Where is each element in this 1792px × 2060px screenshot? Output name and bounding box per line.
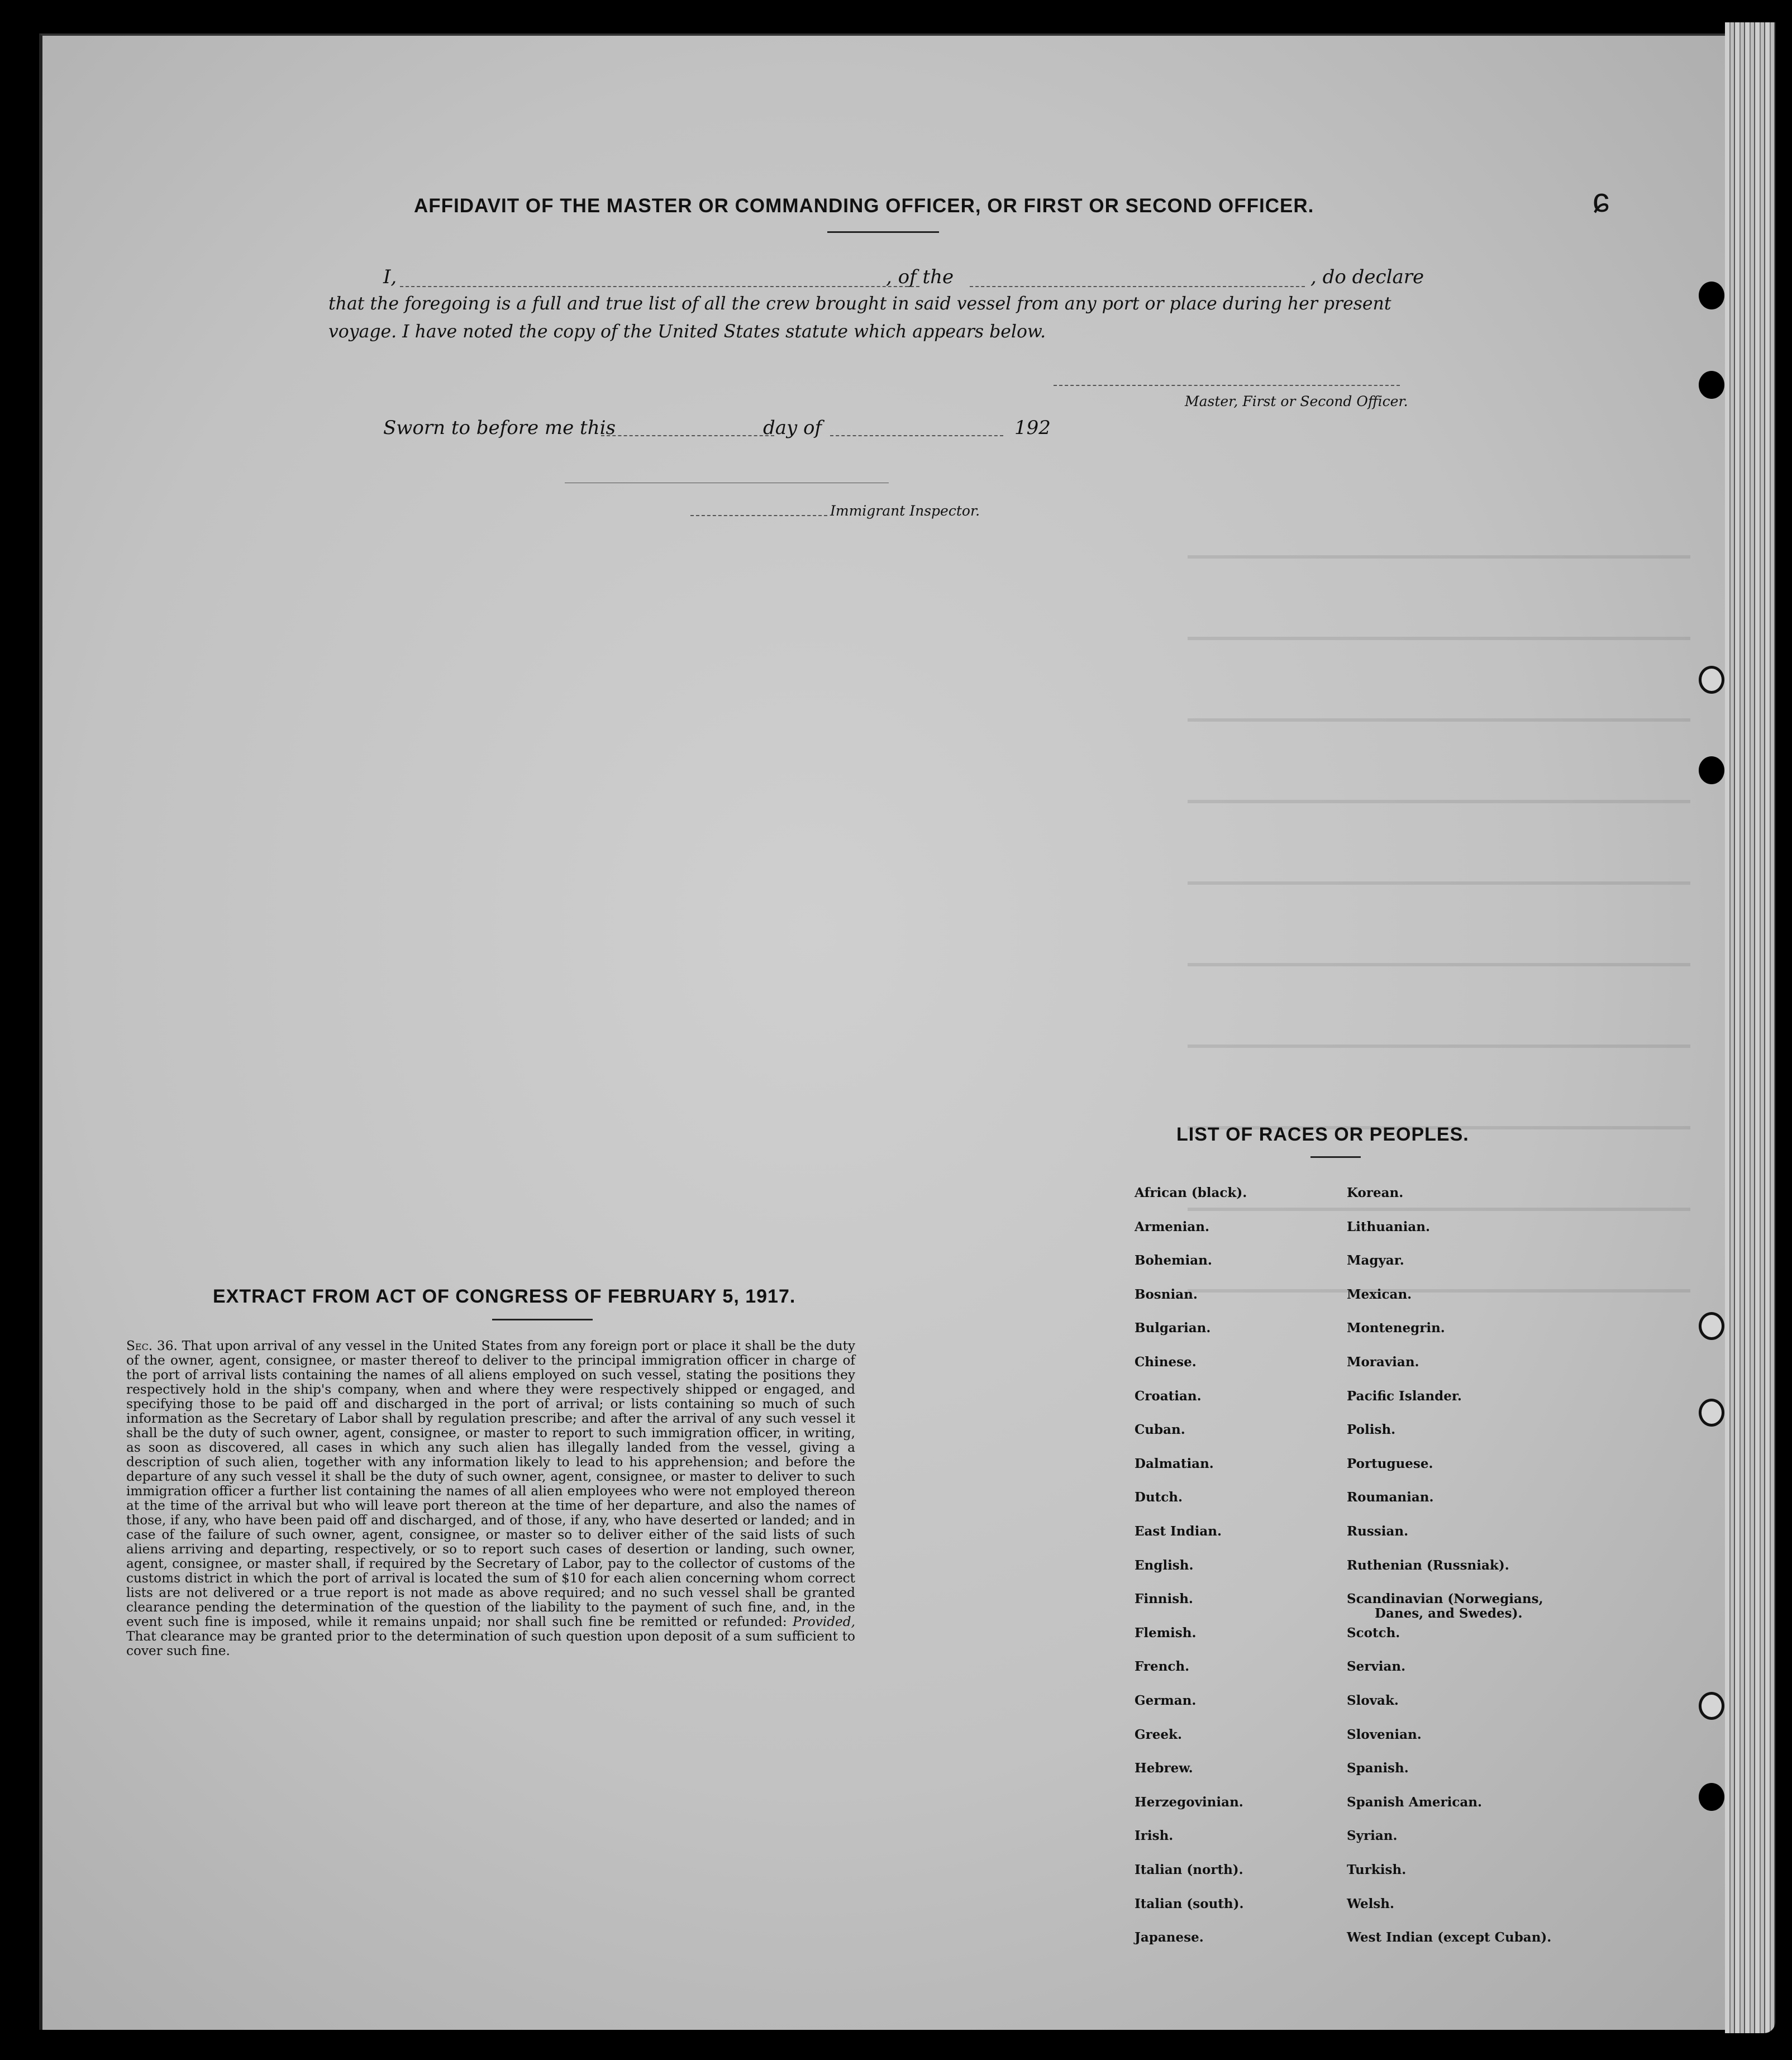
race-item: African (black). <box>1135 1185 1247 1200</box>
race-item: Lithuanian. <box>1347 1219 1430 1234</box>
race-item: Finnish. <box>1135 1591 1193 1607</box>
race-item: Hebrew. <box>1135 1761 1193 1776</box>
binder-hole <box>1699 756 1724 784</box>
provided-label: Provided, <box>793 1614 855 1629</box>
race-item: Bosnian. <box>1135 1286 1198 1302</box>
page-edge-stack <box>1725 22 1775 2033</box>
race-item: Flemish. <box>1135 1625 1197 1641</box>
race-item: Herzegovinian. <box>1135 1794 1243 1810</box>
binder-hole <box>1699 666 1724 694</box>
race-item: Servian. <box>1347 1659 1406 1675</box>
race-item: West Indian (except Cuban). <box>1347 1930 1552 1945</box>
extract-heading-rule <box>492 1319 593 1320</box>
extract-heading: EXTRACT FROM ACT OF CONGRESS OF FEBRUARY 5, 1917. <box>213 1286 796 1307</box>
master-name-field[interactable] <box>400 286 919 287</box>
race-item: Roumanian. <box>1347 1490 1434 1505</box>
race-item: French. <box>1135 1659 1190 1675</box>
affidavit-heading: AFFIDAVIT OF THE MASTER OR COMMANDING OFFICER, OR FIRST OR SECOND OFFICER. <box>414 195 1314 217</box>
race-item: Japanese. <box>1135 1930 1204 1945</box>
race-item: Scotch. <box>1347 1625 1400 1641</box>
race-item: Bulgarian. <box>1135 1320 1211 1336</box>
race-item: Montenegrin. <box>1347 1320 1445 1336</box>
affidavit-i-label: I, <box>383 266 397 288</box>
race-item: Spanish. <box>1347 1761 1409 1776</box>
race-item: Russian. <box>1347 1524 1409 1539</box>
race-item: Dutch. <box>1135 1490 1183 1505</box>
binder-hole <box>1699 282 1724 309</box>
binder-hole <box>1699 1783 1724 1811</box>
race-item: Portuguese. <box>1347 1456 1433 1471</box>
binder-hole <box>1699 1312 1724 1340</box>
races-heading: LIST OF RACES OR PEOPLES. <box>1176 1124 1469 1145</box>
race-item: Magyar. <box>1347 1253 1404 1269</box>
race-item: Slovenian. <box>1347 1727 1422 1742</box>
race-item: Polish. <box>1347 1422 1396 1438</box>
race-item: Italian (south). <box>1135 1896 1244 1911</box>
inspector-caption: Immigrant Inspector. <box>830 503 980 519</box>
race-item: Mexican. <box>1347 1286 1412 1302</box>
race-item: Irish. <box>1135 1828 1174 1844</box>
sworn-month-field[interactable] <box>830 435 1003 436</box>
pencil-mark: ɕ <box>1593 182 1609 219</box>
race-item: English. <box>1135 1557 1194 1573</box>
race-item: Italian (north). <box>1135 1862 1243 1877</box>
race-item: Pacific Islander. <box>1347 1388 1462 1404</box>
affidavit-body-line2: that the foregoing is a full and true list of all the crew brought in said vessel from any port or place during her present <box>328 294 1391 314</box>
race-item: Moravian. <box>1347 1355 1419 1370</box>
races-heading-rule <box>1310 1156 1361 1158</box>
race-item: Ruthenian (Russniak). <box>1347 1557 1509 1573</box>
extract-text <box>126 1339 855 1658</box>
race-item: Slovak. <box>1347 1693 1399 1708</box>
binder-hole <box>1699 371 1724 399</box>
binder-hole <box>1699 1399 1724 1427</box>
extract-body-end: That clearance may be granted prior to the determination of such question upon deposit of a sum sufficient to cover such fine. <box>126 1629 855 1658</box>
race-item: Greek. <box>1135 1727 1182 1742</box>
race-item: Turkish. <box>1347 1862 1407 1877</box>
year-prefix: 192 <box>1014 417 1051 439</box>
race-item: Scandinavian (Norwegians, <box>1347 1591 1543 1607</box>
officer-caption: Master, First or Second Officer. <box>1185 393 1408 409</box>
affidavit-body-line3: voyage. I have noted the copy of the United States statute which appears below. <box>328 322 1046 342</box>
sec-label: Sec. 36. <box>126 1338 178 1353</box>
officer-signature-field[interactable] <box>1054 385 1400 386</box>
extract-body: That upon arrival of any vessel in the United States from any foreign port or place it shall be the duty of the owner, agent, consignee, or master thereof to deliver to the principal immigration officer in charge of the port of arrival lists containing the names of all aliens employed on such vessel, stating the positions they respectively hold in the ship's company, when and where they were respectively shipped or engaged, and specifying those to be paid off and discharged in the port of arrival; or lists containing so much of such information as the Secretary of Labor shall by regulation prescribe; and after the arrival of any such vessel it shall be the duty of such owner, agent, consignee, or master to report to such immigration officer, in writing, as soon as discovered, all cases in which any such alien has illegally landed from the vessel, giving a description of such alien, together with any information likely to lead to his apprehension; and before the departure of any such vessel it shall be the duty of such owner, agent, consignee, or master to deliver to such immigration officer a further list containing the names of all alien employees who were not employed thereon at the time of the arrival but who will leave port thereon at the time of her departure, and also the names of those, if any, who have been paid off and discharged, and of those, if any, who have deserted or landed; and in case of the failure of such owner, agent, consignee, or master so to deliver either of the said lists of such aliens arriving and departing, respectively, or so to report such cases of desertion or landing, such owner, agent, consignee, or master shall, if required by the Secretary of Labor, pay to the collector of customs of the customs district in which the port of arrival is located the sum of $10 for each alien concerning whom correct lists are not delivered or a true report is not made as above required; and no such vessel shall be granted clearance pending the determination of the question of the liability to the payment of such fine, and, in the event such fine is imposed, while it remains unpaid; nor shall such fine be remitted or refunded: <box>126 1338 855 1629</box>
race-item: Cuban. <box>1135 1422 1185 1438</box>
document-page <box>39 34 1752 2030</box>
race-item: Bohemian. <box>1135 1253 1212 1269</box>
affidavit-do-declare: , do declare <box>1310 266 1424 288</box>
race-item: Croatian. <box>1135 1388 1202 1404</box>
race-item: Syrian. <box>1347 1828 1398 1844</box>
race-item: Danes, and Swedes). <box>1375 1606 1523 1622</box>
race-item: Dalmatian. <box>1135 1456 1214 1471</box>
race-item: Welsh. <box>1347 1896 1395 1911</box>
race-item: Chinese. <box>1135 1355 1197 1370</box>
binder-hole <box>1699 1692 1724 1720</box>
race-item: Korean. <box>1347 1185 1404 1200</box>
race-item: German. <box>1135 1693 1197 1708</box>
sworn-label: Sworn to before me this <box>383 417 616 439</box>
day-of-label: day of <box>763 417 822 439</box>
sworn-day-field[interactable] <box>601 435 774 436</box>
race-item: Armenian. <box>1135 1219 1210 1234</box>
race-item: Spanish American. <box>1347 1794 1483 1810</box>
inspector-name-field[interactable] <box>690 515 827 516</box>
race-item: East Indian. <box>1135 1524 1222 1539</box>
affidavit-heading-rule <box>827 231 939 233</box>
affidavit-of-the-label: , of the <box>886 266 954 288</box>
vessel-name-field[interactable] <box>970 286 1305 287</box>
